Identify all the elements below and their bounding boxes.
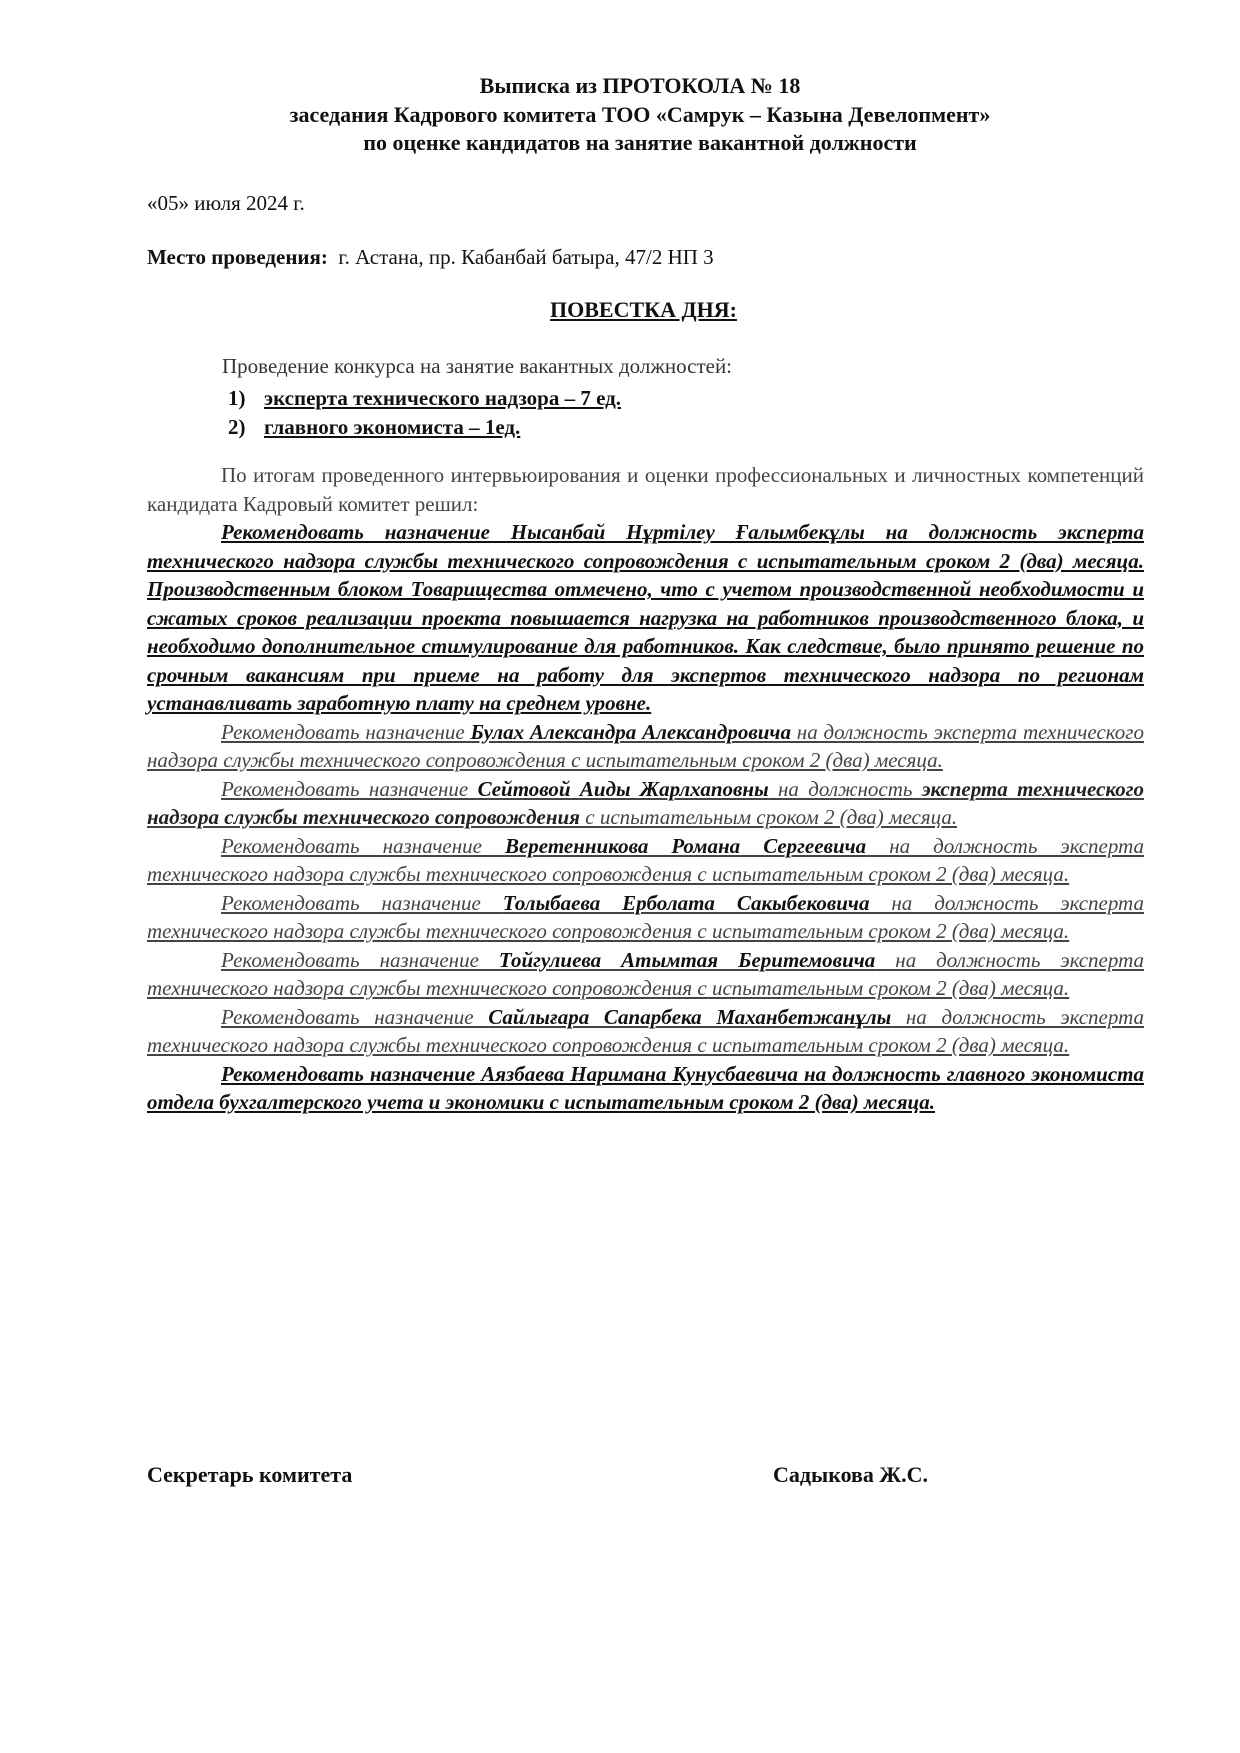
rec-suffix: с испытательным сроком 2 (два) месяца. (580, 805, 958, 829)
agenda-item (228, 413, 621, 442)
candidate-name: Сайлығара Сапарбека Маханбетжанұлы (488, 1004, 892, 1029)
meeting-venue (147, 245, 714, 270)
recommendation-2 (147, 718, 1144, 775)
rec-prefix: Рекомендовать назначение (221, 776, 478, 801)
title-line-2: заседания Кадрового комитета ТОО «Самрук – Казына Девелопмент» (289, 101, 991, 127)
title-line-3: по оценке кандидатов на занятие вакантной должности (363, 130, 917, 155)
recommendation-text (147, 834, 1144, 887)
agenda-intro: Проведение конкурса на занятие вакантных должностей: (222, 354, 733, 378)
rec-middle: на должность (768, 776, 922, 801)
decision-body (147, 461, 1144, 1117)
recommendation-text (147, 891, 1144, 944)
venue-value: г. Астана, пр. Кабанбай батыра, 47/2 НП 3 (338, 245, 714, 269)
venue-label: Место проведения: (147, 245, 328, 269)
agenda-item-text: главного экономиста – 1ед. (264, 415, 521, 439)
rec-suffix: на должность эксперта технического надзора службы технического сопровождения с испытательным сроком 2 (два) месяца. (147, 833, 1145, 886)
candidate-name: Веретенникова Романа Сергеевича (504, 833, 867, 858)
recommendation-7 (147, 1003, 1144, 1060)
agenda-list (228, 384, 621, 442)
agenda-item-number: 2) (228, 415, 246, 439)
candidate-name: Булах Александра Александровича (470, 719, 791, 744)
rec-prefix: Рекомендовать назначение (221, 947, 499, 972)
rec-prefix: Рекомендовать назначение (221, 833, 505, 858)
recommendation-text: Рекомендовать назначение Нысанбай Нұртілеу Ғалымбекұлы на должность эксперта технического надзора службы технического сопровождения с испытательным сроком 2 (два) месяца. Производственным блоком Товарищества отмечено, что с учетом производственной необходимости и сжатых сроков реализации проекта повышается нагрузка на работников производственного блока, и необходимо дополнительное стимулирование для работников. Как следствие, было принято решение по срочным вакансиям при приеме на работу для экспертов технического надзора по регионам устанавливать заработную плату на среднем уровне. (147, 520, 1144, 715)
recommendation-text (147, 720, 1144, 773)
rec-prefix: Рекомендовать назначение (221, 890, 503, 915)
candidate-name: Толыбаева Ерболата Сакыбековича (502, 890, 870, 915)
rec-suffix: на должность эксперта технического надзора службы технического сопровождения с испытательным сроком 2 (два) месяца. (147, 890, 1144, 943)
signature-name: Садыкова Ж.С. (773, 1462, 929, 1487)
rec-prefix: Рекомендовать назначение (221, 1004, 489, 1029)
decision-intro: По итогам проведенного интервьюирования и оценки профессиональных и личностных компетенций кандидата Кадровый комитет решил: (147, 463, 1144, 516)
meeting-date: «05» июля 2024 г. (147, 191, 305, 215)
recommendation-text (147, 948, 1144, 1001)
recommendation-1 (147, 518, 1144, 718)
agenda-title: ПОВЕСТКА ДНЯ: (550, 297, 737, 322)
candidate-name: Тойгулиева Атымтая Беритемовича (498, 947, 876, 972)
recommendation-text (147, 777, 1144, 830)
document-title (140, 72, 1140, 158)
rec-suffix: на должность эксперта технического надзора службы технического сопровождения с испытательным сроком 2 (два) месяца. (147, 1004, 1144, 1057)
rec-suffix: на должность эксперта технического надзора службы технического сопровождения с испытательным сроком 2 (два) месяца. (147, 719, 1144, 772)
rec-prefix: Рекомендовать назначение (221, 719, 471, 744)
recommendation-text: Рекомендовать назначение Аязбаева Наримана Кунусбаевича на должность главного экономиста отдела бухгалтерского учета и экономики с испытательным сроком 2 (два) месяца. (147, 1061, 1144, 1114)
agenda-item (228, 384, 621, 413)
recommendation-6 (147, 946, 1144, 1003)
recommendation-8 (147, 1060, 1144, 1117)
recommendation-4 (147, 832, 1144, 889)
rec-suffix: на должность эксперта технического надзора службы технического сопровождения с испытательным сроком 2 (два) месяца. (147, 947, 1144, 1000)
agenda-item-text: эксперта технического надзора – 7 ед. (264, 386, 621, 410)
candidate-name: Сейтовой Аиды Жарлхаповны (477, 776, 769, 801)
position-title: эксперта технического надзора службы технического сопровождения (147, 776, 1144, 829)
signature-role: Секретарь комитета (147, 1462, 353, 1487)
recommendation-text (147, 1005, 1144, 1058)
recommendation-3 (147, 775, 1144, 832)
recommendation-5 (147, 889, 1144, 946)
agenda-item-number: 1) (228, 386, 246, 410)
title-line-1: Выписка из ПРОТОКОЛА № 18 (479, 73, 801, 98)
